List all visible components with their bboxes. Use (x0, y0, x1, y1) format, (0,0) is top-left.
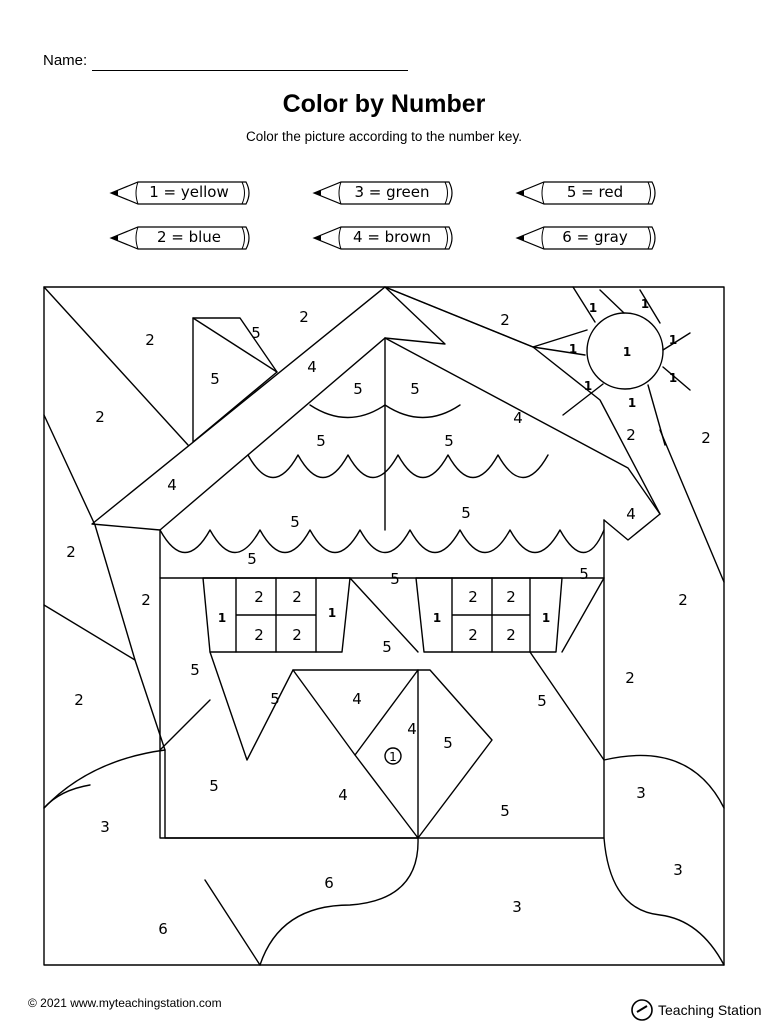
region-number: 2 (500, 311, 510, 329)
region-number: 5 (251, 324, 261, 342)
region-number: 4 (352, 690, 362, 708)
region-number: 1 (568, 342, 578, 356)
region-number: 4 (513, 409, 523, 427)
region-number: 5 (247, 550, 257, 568)
region-number: 1 (640, 297, 650, 311)
path-right (604, 838, 724, 965)
region-number: 4 (167, 476, 177, 494)
pencil-logo-icon (630, 998, 656, 1022)
window-right-pane (452, 578, 530, 652)
region-number: 5 (270, 690, 280, 708)
region-number: 5 (579, 565, 589, 583)
region-number: 5 (500, 802, 510, 820)
region-number: 5 (444, 432, 454, 450)
region-number: 3 (512, 898, 522, 916)
chimney-top (193, 318, 277, 372)
region-number: 3 (636, 784, 646, 802)
region-number: 2 (254, 588, 264, 606)
footer-logo[interactable] (630, 998, 762, 1022)
region-number: 1 (432, 611, 442, 625)
region-number: 2 (292, 588, 302, 606)
sky-divider (44, 605, 165, 750)
region-number: 4 (626, 505, 636, 523)
key-label-1: 1 = yellow (149, 183, 229, 201)
key-label-5: 5 = red (566, 183, 624, 201)
page-title: Color by Number (282, 90, 486, 118)
region-number: 5 (290, 513, 300, 531)
region-number: 6 (158, 920, 168, 938)
region-number: 2 (74, 691, 84, 709)
region-number: 3 (100, 818, 110, 836)
key-label-2: 2 = blue (156, 228, 222, 246)
page-subtitle: Color the picture according to the number key. (246, 129, 522, 144)
house-divider (210, 652, 293, 760)
sky-divider (44, 287, 188, 445)
scallop-row-3 (160, 530, 604, 553)
region-number: 5 (210, 370, 220, 388)
region-number: 2 (625, 669, 635, 687)
region-number: 1 (327, 606, 337, 620)
region-number: 1 (389, 750, 397, 764)
region-number: 2 (66, 543, 76, 561)
region-number: 1 (622, 345, 632, 359)
grass-right (604, 755, 724, 808)
region-number: 4 (407, 720, 417, 738)
path-divider (205, 880, 260, 965)
region-number: 2 (254, 626, 264, 644)
key-label-4: 4 = brown (353, 228, 431, 246)
key-label-3: 3 = green (354, 183, 430, 201)
house-divider (562, 578, 604, 652)
region-number: 5 (316, 432, 326, 450)
house-divider (160, 700, 210, 750)
region-number: 3 (673, 861, 683, 879)
region-number: 6 (324, 874, 334, 892)
region-number: 5 (209, 777, 219, 795)
region-number: 1 (668, 371, 678, 385)
path-left (44, 750, 418, 965)
window-left-pane (236, 578, 316, 652)
region-number: 1 (583, 379, 593, 393)
region-number: 5 (443, 734, 453, 752)
sky-divider (660, 430, 724, 582)
region-number: 2 (292, 626, 302, 644)
roof-right (385, 338, 660, 540)
region-number: 2 (626, 426, 636, 444)
region-number: 1 (668, 333, 678, 347)
key-label-6: 6 = gray (562, 228, 628, 246)
region-number: 2 (701, 429, 711, 447)
logo-text: Teaching Station (658, 1002, 762, 1018)
region-number: 1 (627, 396, 637, 410)
name-label: Name: (43, 52, 88, 69)
roof-right-edge (385, 287, 660, 514)
region-number: 2 (468, 588, 478, 606)
region-number: 4 (338, 786, 348, 804)
sky-divider (44, 415, 135, 660)
region-number: 2 (299, 308, 309, 326)
region-number: 1 (588, 301, 598, 315)
region-number: 2 (468, 626, 478, 644)
region-number: 1 (541, 611, 551, 625)
region-number: 2 (95, 408, 105, 426)
scallop-row-2 (248, 455, 548, 478)
region-number: 5 (461, 504, 471, 522)
region-number: 5 (537, 692, 547, 710)
region-number: 2 (678, 591, 688, 609)
region-number: 4 (307, 358, 317, 376)
region-number: 5 (382, 638, 392, 656)
copyright-text: © 2021 www.myteachingstation.com (28, 996, 222, 1010)
chimney (193, 318, 277, 442)
region-number: 2 (506, 588, 516, 606)
region-number: 2 (506, 626, 516, 644)
region-number: 1 (217, 611, 227, 625)
region-number: 5 (390, 570, 400, 588)
region-number: 5 (410, 380, 420, 398)
door-divider (355, 670, 418, 838)
region-number: 5 (353, 380, 363, 398)
region-number: 2 (141, 591, 151, 609)
region-number: 5 (190, 661, 200, 679)
region-number: 2 (145, 331, 155, 349)
